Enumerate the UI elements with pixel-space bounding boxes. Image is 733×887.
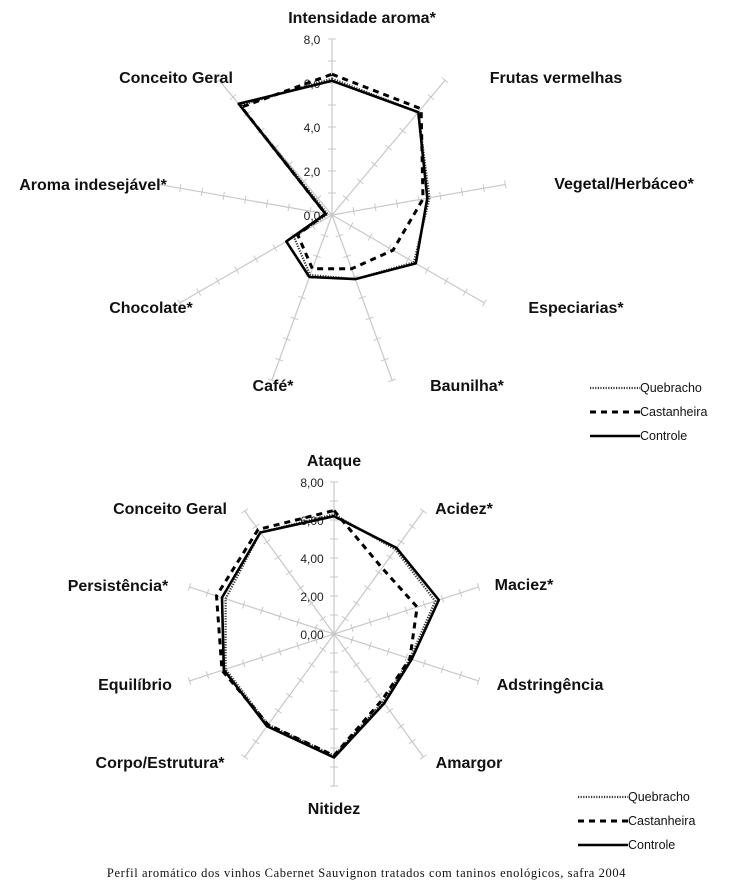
spoke-tick [353, 601, 359, 606]
series-line-controle [222, 516, 439, 757]
legend-label: Quebracho [628, 790, 690, 804]
spoke-tick [216, 278, 220, 285]
spoke-tick [264, 539, 270, 544]
spoke-tick [425, 267, 429, 274]
spoke-tick [461, 188, 462, 196]
axis-label: Amargor [435, 755, 503, 772]
spoke-tick [297, 678, 303, 683]
axis-label: Adstringência [496, 677, 604, 694]
radar-chart-taste [68, 453, 696, 852]
spoke-tick [266, 200, 267, 208]
spoke-tick [241, 509, 247, 514]
axis-label: Intensidade aroma* [288, 10, 436, 27]
axis-label: Persistência* [67, 578, 169, 595]
axis-label: Ataque [306, 453, 362, 470]
legend-label: Quebracho [640, 381, 702, 395]
spoke-tick [235, 267, 239, 274]
spoke-tick [368, 234, 372, 241]
spoke-tick [375, 203, 376, 211]
tick-label: 6,0 [303, 77, 321, 91]
spoke-tick [342, 616, 348, 621]
axis-label: Corpo/Estrutura* [95, 755, 225, 772]
spoke-tick [375, 693, 381, 698]
tick-label: 2,0 [303, 165, 321, 179]
legend-label: Castanheira [628, 814, 696, 828]
spoke-tick [201, 188, 202, 196]
axis-label: Maciez* [494, 577, 554, 594]
spoke-tick [223, 192, 224, 200]
axis-label: Especiarias* [528, 300, 624, 317]
axis-label: Conceito Geral [113, 501, 227, 518]
radar-chart-aroma [19, 10, 707, 443]
spoke-tick [420, 509, 426, 514]
spoke-tick [505, 180, 506, 188]
spoke-tick [483, 184, 484, 192]
axis-label: Aroma indesejável* [19, 177, 167, 194]
spoke-tick [275, 555, 281, 560]
tick-label: 4,0 [303, 121, 321, 135]
spoke-tick [387, 555, 393, 560]
spoke-tick [349, 223, 353, 230]
spoke-tick [463, 289, 467, 296]
spoke-tick [320, 616, 326, 621]
legend-label: Castanheira [640, 405, 708, 419]
spoke-tick [482, 300, 486, 307]
series-line-controle [239, 81, 428, 279]
tick-label: 8,0 [303, 33, 321, 47]
legend [590, 381, 707, 443]
tick-label: 0,00 [300, 628, 324, 642]
axis-label: Café* [252, 378, 294, 395]
spoke-tick [444, 278, 448, 285]
spoke-tick [353, 662, 359, 667]
spoke-tick [396, 200, 397, 208]
spoke-tick [273, 245, 277, 252]
spoke-tick [253, 739, 259, 744]
spoke-tick [197, 289, 201, 296]
spoke-tick [418, 196, 419, 204]
spoke-tick [286, 693, 292, 698]
spoke-tick [364, 586, 370, 591]
tick-label: 0,0 [303, 209, 321, 223]
axis-label: Chocolate* [109, 300, 193, 317]
axis-label: Baunilha* [430, 378, 504, 395]
axis-label: Acidez* [435, 501, 493, 518]
spoke-tick [420, 755, 426, 760]
spoke-tick [375, 570, 381, 575]
axis-label: Conceito Geral [119, 70, 233, 87]
spoke-tick [398, 724, 404, 729]
spoke-tick [387, 709, 393, 714]
axis-label: Vegetal/Herbáceo* [554, 176, 694, 193]
spoke-tick [398, 539, 404, 544]
axis-label: Equilíbrio [98, 677, 172, 694]
tick-label: 8,00 [300, 476, 324, 490]
spoke-tick [308, 662, 314, 667]
spoke-tick [320, 647, 326, 652]
spoke-tick [440, 192, 441, 200]
spoke-tick [288, 203, 289, 211]
spoke-tick [275, 709, 281, 714]
figure-caption: Perfil aromático dos vinhos Cabernet Sauvignon tratados com taninos enológicos, safra 2004 [106, 866, 627, 880]
tick-label: 2,00 [300, 590, 324, 604]
spoke-tick [245, 196, 246, 204]
spoke-tick [409, 739, 415, 744]
spoke-tick [286, 570, 292, 575]
axis-label: Nitidez [307, 801, 361, 818]
legend-label: Controle [640, 429, 688, 443]
spoke-tick [364, 678, 370, 683]
spoke-tick [342, 647, 348, 652]
tick-label: 6,00 [300, 514, 324, 528]
legend-label: Controle [628, 838, 676, 852]
series-line-quebracho [240, 79, 429, 280]
spoke-tick [409, 524, 415, 529]
spoke-tick [353, 207, 354, 215]
spoke-tick [180, 184, 181, 192]
axis-label: Frutas vermelhas [489, 70, 623, 87]
spoke-tick [253, 524, 259, 529]
tick-label: 4,00 [300, 552, 324, 566]
spoke-tick [254, 256, 258, 263]
legend [578, 790, 695, 852]
spoke-tick [406, 256, 410, 263]
spoke-tick [241, 755, 247, 760]
